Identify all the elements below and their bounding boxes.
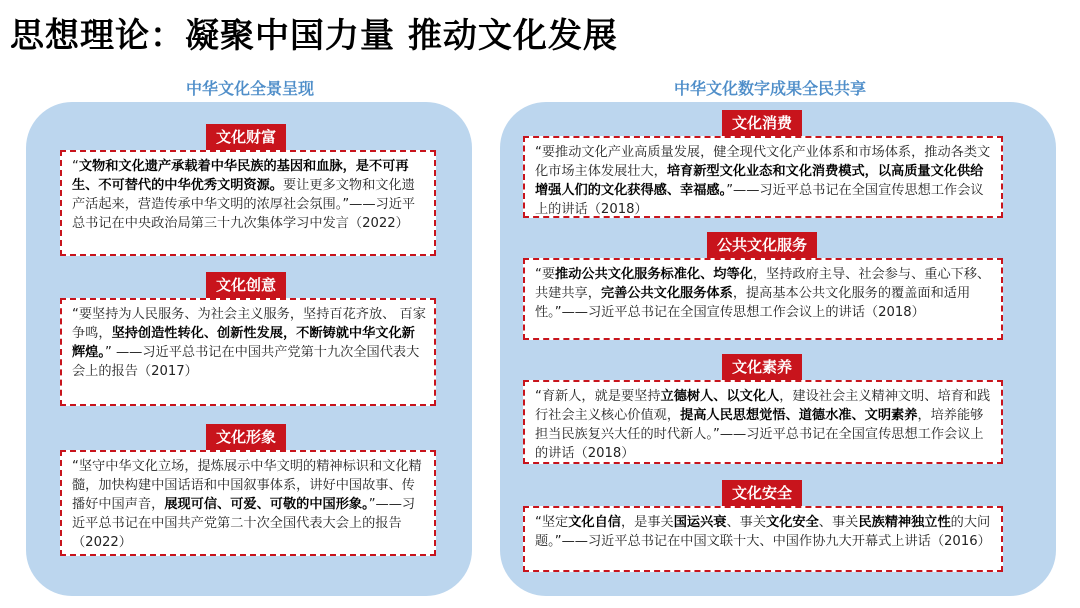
quote-text: “要坚持为人民服务、为社会主义服务，坚持百花齐放、 百家争鸣，	[72, 307, 426, 341]
quote-text: 、事关	[726, 515, 767, 530]
tag-wenhua-suyang: 文化素养	[722, 354, 802, 380]
quote-text: ，培养能够担当民族复兴大任的时代新人。”——习近平总书记在全国宣传思想工作会议上的讲话（2018）	[535, 408, 984, 461]
quote-text: ，提高基本公共文化服务的覆盖面和适用性。”——习近平总书记在全国宣传思想工作会议上的讲话（2018）	[535, 286, 971, 320]
quote-emphasis: 完善公共文化服务体系	[600, 286, 733, 301]
quote-emphasis: 展现可信、可爱、可敬的中国形象。	[164, 497, 369, 512]
quote-text: ”——习近平总书记在中国共产党第二十次全国代表大会上的报告（2022）	[72, 497, 416, 550]
quote-emphasis: 国运兴衰	[673, 515, 727, 530]
quote-emphasis: 民族精神独立性	[858, 515, 951, 530]
quote-emphasis: 推动公共文化服务标准化、均等化	[555, 267, 753, 282]
quote-card-wenhua-chuangyi	[60, 298, 436, 406]
quote-text: ，坚持政府主导、社会参与、重心下移、共建共享，	[535, 267, 991, 301]
tag-wenhua-chuangyi: 文化创意	[206, 272, 286, 298]
quote-emphasis: 文化安全	[766, 515, 819, 530]
quote-text: “坚定	[535, 515, 569, 530]
quote-text: “要	[535, 267, 556, 282]
quote-text: 的大问题。”——习近平总书记在中国文联十大、中国作协九大开幕式上讲话（2016）	[535, 515, 991, 549]
tag-wenhua-xiaofei: 文化消费	[722, 110, 802, 136]
quote-card-wenhua-anquan	[523, 506, 1003, 572]
quote-text: 要让更多文物和文化遗产活起来，营造传承中华文明的浓厚社会氛围。”——习近平总书记在中央政治局第三十九次集体学习中发言（2022）	[72, 178, 416, 231]
quote-text: ”——习近平总书记在全国宣传思想工作会议上的讲话（2018）	[535, 183, 984, 217]
quote-emphasis: 提高人民思想觉悟、道德水准、文明素养	[680, 408, 918, 423]
quote-text: ，是事关	[620, 515, 674, 530]
tag-wenhua-anquan: 文化安全	[722, 480, 802, 506]
quote-text: ，建设社会主义精神文明、培育和践行社会主义核心价值观，	[535, 389, 991, 423]
quote-card-wenhua-xingxiang	[60, 450, 436, 556]
quote-emphasis: 文物和文化遗产承载着中华民族的基因和血脉，是不可再生、不可替代的中华优秀文明资源。	[72, 159, 409, 193]
quote-card-gonggong-wenhua-fuwu	[523, 258, 1003, 340]
quote-emphasis: 立德树人、以文化人	[660, 389, 780, 404]
quote-text: “坚守中华文化立场，提炼展示中华文明的精神标识和文化精髓，加快构建中国话语和中国叙事体系，讲好中国故事、传播好中国声音，	[72, 459, 422, 512]
quote-emphasis: 培育新型文化业态和文化消费模式，以高质量文化供给增强人们的文化获得感、幸福感。	[535, 164, 984, 198]
quote-emphasis: 坚持创造性转化、创新性发展，不断铸就中华文化新辉煌。	[72, 326, 415, 360]
quote-card-wenhua-caifu	[60, 150, 436, 256]
tag-wenhua-xingxiang: 文化形象	[206, 424, 286, 450]
quote-text: “要推动文化产业高质量发展，健全现代文化产业体系和市场体系，推动各类文化市场主体发展壮大，	[535, 145, 991, 179]
page-title: 思想理论：凝聚中国力量 推动文化发展	[10, 16, 618, 56]
right-column-header: 中华文化数字成果全民共享	[673, 79, 866, 98]
quote-card-wenhua-suyang	[523, 380, 1003, 464]
tag-wenhua-caifu: 文化财富	[206, 124, 286, 150]
tag-gonggong-wenhua-fuwu: 公共文化服务	[707, 232, 817, 258]
quote-text: 、事关	[818, 515, 859, 530]
quote-text: ” ——习近平总书记在中国共产党第十九次全国代表大会上的报告（2017）	[72, 345, 420, 379]
left-column-header: 中华文化全景呈现	[185, 79, 314, 98]
quote-text: “育新人，就是要坚持	[535, 389, 661, 404]
quote-emphasis: 文化自信	[568, 515, 621, 530]
quote-card-wenhua-xiaofei	[523, 136, 1003, 218]
quote-text: “	[72, 159, 79, 174]
